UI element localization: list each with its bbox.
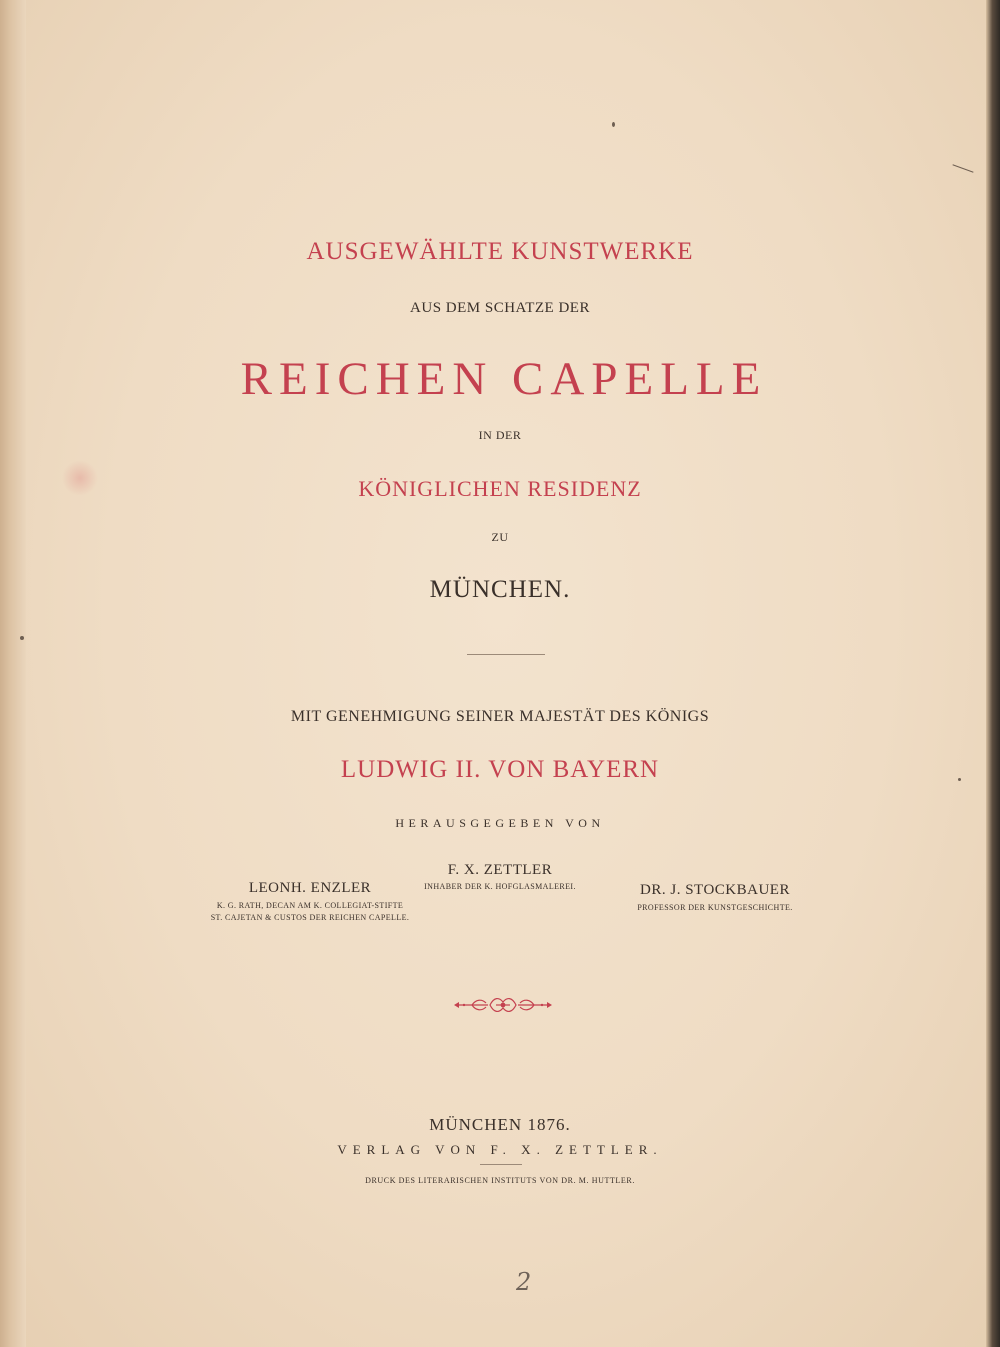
editor-role: PROFESSOR DER KUNSTGESCHICHTE. [637, 903, 793, 912]
editor-zettler [400, 862, 600, 893]
editors-heading: HERAUSGEGEBEN VON [395, 816, 605, 830]
editor-name: LEONH. ENZLER [248, 880, 372, 896]
editor-role: ST. CAJETAN & CUSTOS DER REICHEN CAPELLE. [210, 913, 410, 922]
title-city: MÜNCHEN. [429, 576, 571, 603]
imprint-place-date: MÜNCHEN 1876. [429, 1115, 571, 1134]
approval-line: MIT GENEHMIGUNG SEINER MAJESTÄT DES KÖNIGS [290, 708, 710, 725]
editor-role: INHABER DER K. HOFGLASMALEREI. [424, 882, 576, 891]
editor-stockbauer [600, 882, 830, 914]
handwritten-page-number: 2 [516, 1268, 532, 1296]
title-line-1: AUSGEWÄHLTE KUNSTWERKE [306, 238, 694, 265]
divider-rule [467, 654, 545, 655]
main-title: REICHEN CAPELLE [240, 353, 768, 405]
imprint-publisher: VERLAG VON F. X. ZETTLER. [337, 1142, 663, 1157]
paper-scratch [952, 164, 973, 172]
divider-rule [480, 1164, 522, 1165]
paper-speck [612, 122, 615, 127]
editor-enzler [205, 880, 415, 924]
title-line-2: AUS DEM SCHATZE DER [410, 300, 590, 316]
king-name: LUDWIG II. VON BAYERN [340, 756, 660, 783]
title-line-5: KÖNIGLICHEN RESIDENZ [358, 476, 642, 501]
title-line-6: ZU [491, 530, 509, 544]
floral-ornament-icon [452, 994, 554, 1016]
editor-name: DR. J. STOCKBAUER [640, 882, 790, 898]
editor-name: F. X. ZETTLER [447, 862, 553, 878]
imprint-printer: DRUCK DES LITERARISCHEN INSTITUTS VON DR. M. HUTTLER. [365, 1176, 635, 1185]
paper-speck [20, 636, 24, 640]
title-line-4: IN DER [478, 428, 522, 442]
editor-role: K. G. RATH, DECAN AM K. COLLEGIAT-STIFTE [216, 901, 404, 910]
